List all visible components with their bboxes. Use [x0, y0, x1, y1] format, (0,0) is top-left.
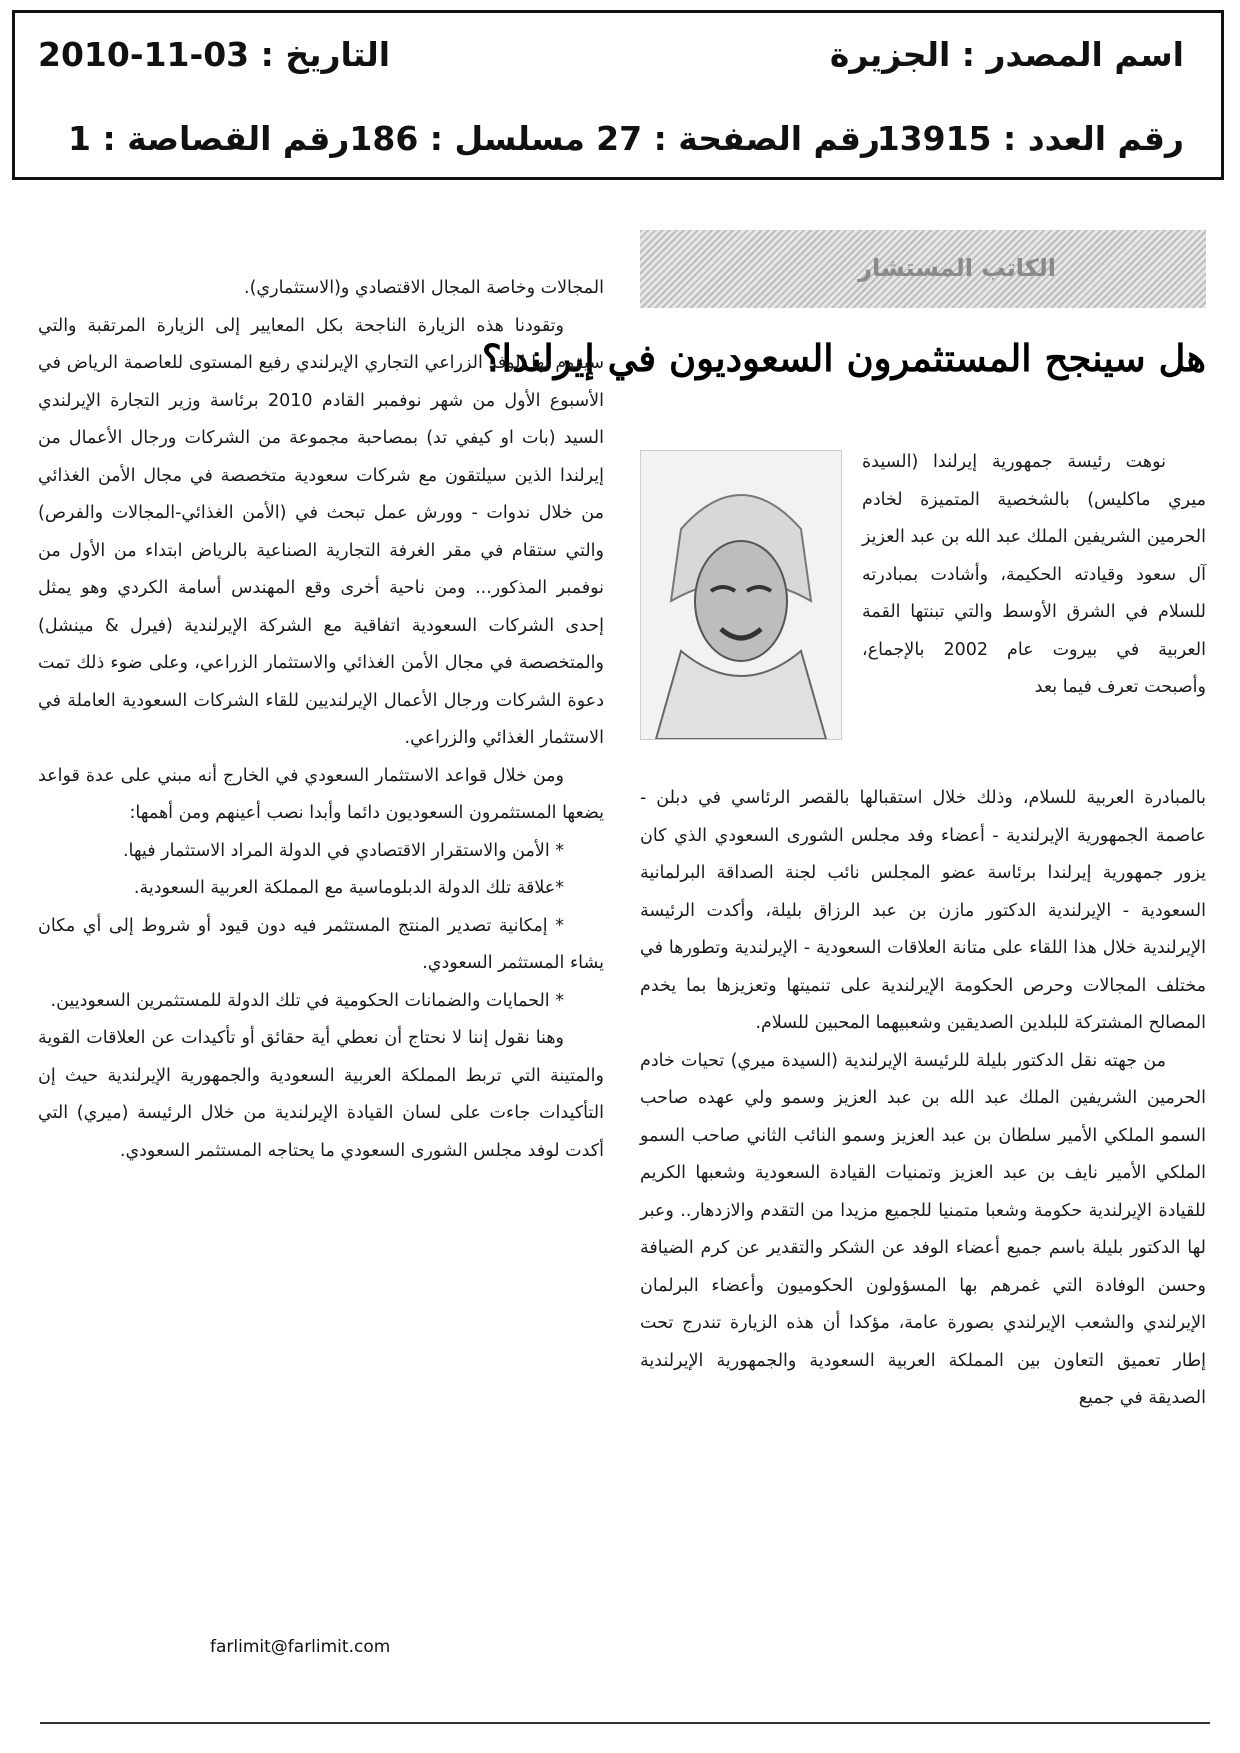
- source-name: اسم المصدر : الجزيرة: [829, 35, 1184, 74]
- page-bottom-rule: [40, 1722, 1210, 1724]
- bullet-item: *علاقة تلك الدولة الدبلوماسية مع المملكة العربية السعودية.: [133, 878, 564, 898]
- paragraph: من جهته نقل الدكتور بليلة للرئيسة الإيرلندية (السيدة ميري) تحيات خادم الحرمين الشريفين الملك عبد الله بن عبد العزيز وسمو ولي عهده صاحب السمو الملكي الأمير سلطان بن عبد العزيز وسمو النائب الثاني صاحب السمو الملكي الأمير نايف بن عبد العزيز وتمنيات القيادة السعودية وشعبها الكريم للقيادة الإيرلندية حكومة وشعبا متمنيا للجميع مزيدا من التقدم والازدهار.. وعبر لها الدكتور بليلة باسم جميع أعضاء الوفد عن الشكر والتقدير عن كرم الضيافة وحسن الوفادة التي غمرهم بها المسؤولون الحكوميون وأعضاء البرلمان الإيرلندي والشعب الإيرلندي بصورة عامة، مؤكدا أن هذه الزيارة تندرج تحت إطار تعميق التعاون بين المملكة العربية السعودية والجمهورية الإيرلندية الصديقة في جميع: [640, 1050, 1206, 1408]
- bullet-item: * الحمايات والضمانات الحكومية في تلك الدولة للمستثمرين السعوديين.: [50, 990, 564, 1011]
- clip-date: التاريخ : 03-11-2010: [38, 35, 391, 74]
- paragraph: وهنا نقول إننا لا نحتاج أن نعطي أية حقائق أو تأكيدات عن العلاقات القوية والمتينة التي تربط المملكة العربية السعودية والجمهورية الإيرلندية حيث إن التأكيدات جاءت على لسان القيادة الإيرلندية من خلال الرئيسة (ميري) التي أكدت لوفد مجلس الشورى السعودي ما يحتاجه المستثمر السعودي.: [38, 1028, 604, 1161]
- article-headline: هل سينجح المستثمرون السعوديون في إيرلندا؟: [481, 336, 1206, 380]
- paragraph: وتقودنا هذه الزيارة الناجحة بكل المعايير إلى الزيارة المرتقبة والتي سيقوم بها الوفد الزراعي التجاري الإيرلندي رفيع المستوى للعاصمة الرياض في الأسبوع الأول من شهر نوفمبر القادم 2010 برئاسة وزير التجارة الإيرلندي السيد (بات او كيفي تد) بمصاحبة مجموعة من الشركات ورجال الأعمال من إيرلندا الذين سيلتقون مع شركات سعودية متخصصة في مجال الأمن الغذائي من خلال ندوات - وورش عمل تبحث في (الأمن الغذائي-المجالات والفرص) والتي ستقام في مقر الغرفة التجارية الصناعية بالرياض ابتداء من الأول من نوفمبر المذكور... ومن ناحية أخرى وقع المهندس أسامة الكردي وهو يمثل إحدى الشركات السعودية اتفاقية مع الشركة الإيرلندية (فيرل & مينشل) والمتخصصة في مجال الأمن الغذائي والاستثمار الزراعي، وعلى ضوء ذلك تمت دعوة الشركات ورجال الأعمال الإيرلنديين للقاء الشركات السعودية العاملة في الاستثمار الغذائي والزراعي.: [38, 315, 604, 748]
- columnist-photo: [640, 450, 842, 740]
- author-email: farlimit@farlimit.com: [210, 1637, 391, 1657]
- right-column-top: [862, 444, 1206, 707]
- paragraph: المجالات وخاصة المجال الاقتصادي و(الاستثماري).: [244, 278, 604, 298]
- page-number: رقم الصفحة : 27: [596, 119, 880, 158]
- issue-number: رقم العدد : 13915: [876, 119, 1184, 158]
- right-column-bottom: [640, 780, 1206, 1418]
- paragraph: بالمبادرة العربية للسلام، وذلك خلال استقبالها بالقصر الرئاسي في دبلن - عاصمة الجمهورية الإيرلندية - أعضاء وفد مجلس الشورى السعودي الذي كان يزور جمهورية إيرلندا برئاسة عضو المجلس نائب لجنة الصداقة البرلمانية السعودية - الإيرلندية الدكتور مازن بن عبد الرزاق بليلة، وأكدت الرئيسة الإيرلندية خلال هذا اللقاء على متانة العلاقات السعودية - الإيرلندية وتطورها في مختلف المجالات وحرص الحكومة الإيرلندية على تنميتها وتعزيزها بما يخدم المصالح المشتركة للبلدين الصديقين وشعبيهما المحبين للسلام.: [640, 788, 1206, 1033]
- clip-number: رقم القصاصة : 1: [68, 119, 350, 158]
- column-kicker-banner: [640, 230, 1206, 308]
- left-column: [38, 270, 604, 1170]
- columnist-portrait-icon: [641, 451, 841, 739]
- bullet-item: * إمكانية تصدير المنتج المستثمر فيه دون قيود أو شروط إلى أي مكان يشاء المستثمر السعودي.: [38, 915, 604, 973]
- serial-number: مسلسل : 186: [349, 119, 585, 158]
- paragraph: ومن خلال قواعد الاستثمار السعودي في الخارج أنه مبني على عدة قواعد يضعها المستثمرون السعوديون دائما وأبدا نصب أعينهم ومن أهمها:: [38, 765, 604, 823]
- paragraph: نوهت رئيسة جمهورية إيرلندا (السيدة ميري ماكليس) بالشخصية المتميزة لخادم الحرمين الشريفين الملك عبد الله بن عبد العزيز آل سعود وقيادته الحكيمة، وأشادت بمبادرته للسلام في الشرق الأوسط والتي تبنتها القمة العربية في بيروت عام 2002 بالإجماع، وأصبحت تعرف فيما بعد: [862, 452, 1206, 697]
- column-kicker-text: الكاتب المستشار: [858, 254, 1056, 282]
- bullet-item: * الأمن والاستقرار الاقتصادي في الدولة المراد الاستثمار فيها.: [122, 840, 564, 861]
